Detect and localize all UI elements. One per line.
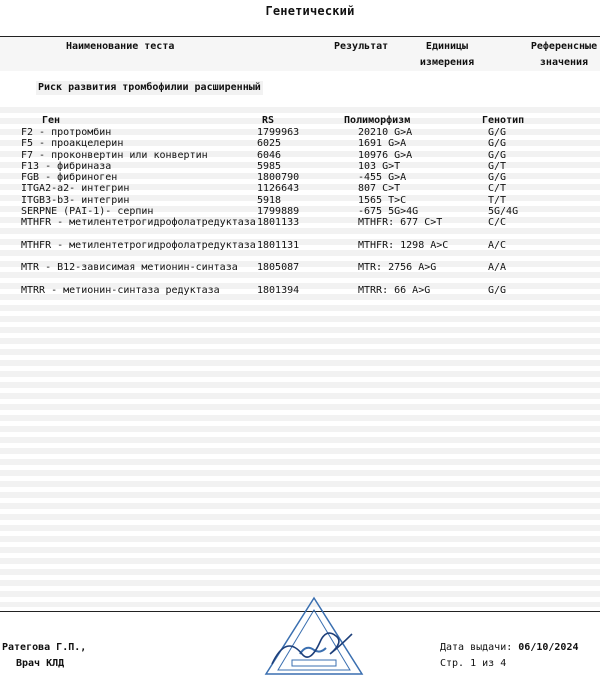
rs-cell: 1801131 bbox=[257, 239, 300, 251]
table-row bbox=[0, 240, 600, 263]
column-gene: Ген bbox=[42, 115, 61, 126]
rs-cell: 1126643 bbox=[257, 183, 300, 195]
table-row bbox=[0, 183, 600, 194]
polymorphism-cell: 807 C>T bbox=[358, 183, 401, 195]
issue-date-line bbox=[440, 640, 579, 656]
gene-cell: ITGB3-b3- интегрин bbox=[21, 194, 130, 206]
signer-block bbox=[2, 640, 86, 672]
gene-cell: F2 - протромбин bbox=[21, 127, 112, 138]
polymorphism-cell: MTRR: 66 A>G bbox=[358, 284, 431, 296]
rs-cell: 1801133 bbox=[257, 217, 300, 228]
issue-date-value: 06/10/2024 bbox=[518, 642, 579, 653]
polymorphism-cell: MTHFR: 677 C>T bbox=[358, 217, 443, 228]
rs-cell: 6025 bbox=[257, 138, 282, 150]
genotype-cell: G/G bbox=[488, 138, 507, 150]
gene-cell: F13 - фибриназа bbox=[21, 160, 112, 172]
rs-cell: 1799963 bbox=[257, 127, 300, 138]
header-reference bbox=[522, 39, 600, 71]
rs-cell: 1805087 bbox=[257, 262, 300, 273]
genotype-cell: G/G bbox=[488, 172, 507, 183]
polymorphism-cell: MTHFR: 1298 A>C bbox=[358, 239, 449, 251]
genotype-cell: G/G bbox=[488, 127, 507, 138]
polymorphism-cell: -675 5G>4G bbox=[358, 205, 419, 217]
table-row bbox=[0, 127, 600, 138]
rs-cell: 1801394 bbox=[257, 284, 300, 296]
header-test-name: Наименование теста bbox=[66, 41, 175, 52]
table-row bbox=[0, 262, 600, 285]
lab-stamp-with-signature bbox=[262, 596, 366, 676]
header-units bbox=[412, 39, 482, 71]
polymorphism-cell: 20210 G>A bbox=[358, 127, 413, 138]
signer-role: Врач КЛД bbox=[16, 658, 65, 669]
header-units-line2: измерения bbox=[419, 57, 475, 68]
issue-date-label: Дата выдачи: bbox=[440, 642, 513, 653]
table-row bbox=[0, 172, 600, 183]
results-rows bbox=[0, 127, 600, 296]
document-title: Генетический bbox=[265, 4, 355, 18]
genotype-cell: A/A bbox=[488, 262, 507, 273]
genotype-cell: G/G bbox=[488, 149, 507, 161]
gene-cell: MTHFR - метилентетрогидрофолатредуктаза bbox=[21, 217, 256, 228]
genotype-cell: A/C bbox=[488, 239, 507, 251]
rs-cell: 6046 bbox=[257, 149, 282, 161]
table-row bbox=[0, 206, 600, 217]
page-number: Стр. 1 из 4 bbox=[440, 658, 507, 669]
section-title: Риск развития тромбофилии расширенный bbox=[38, 82, 261, 93]
polymorphism-cell: 1691 G>A bbox=[358, 138, 407, 150]
polymorphism-cell: MTR: 2756 A>G bbox=[358, 262, 437, 273]
gene-cell: F7 - проконвертин или конвертин bbox=[21, 149, 208, 161]
polymorphism-cell: 10976 G>A bbox=[358, 149, 413, 161]
rs-cell: 1800790 bbox=[257, 172, 300, 183]
header-reference-line2: значения bbox=[539, 57, 589, 68]
column-polymorphism: Полиморфизм bbox=[344, 115, 411, 126]
rs-cell: 5985 bbox=[257, 160, 282, 172]
stamp-banner bbox=[292, 660, 336, 666]
gene-cell: MTRR - метионин-синтаза редуктаза bbox=[21, 284, 220, 296]
column-genotype: Генотип bbox=[482, 115, 525, 126]
gene-cell: SERPNE (PAI-1)- серпин bbox=[21, 205, 154, 217]
rs-cell: 1799889 bbox=[257, 205, 300, 217]
genotype-cell: T/T bbox=[488, 194, 507, 206]
signer-name: Ратегова Г.П., bbox=[2, 642, 87, 653]
table-row bbox=[0, 161, 600, 172]
polymorphism-cell: -455 G>A bbox=[358, 172, 407, 183]
table-row bbox=[0, 217, 600, 240]
genotype-cell: C/T bbox=[488, 183, 507, 195]
genotype-cell: G/T bbox=[488, 160, 507, 172]
genotype-cell: G/G bbox=[488, 284, 507, 296]
genotype-cell: C/C bbox=[488, 217, 507, 228]
genotype-cell: 5G/4G bbox=[488, 205, 519, 217]
results-table bbox=[0, 36, 600, 612]
gene-cell: FGB - фибриноген bbox=[21, 172, 118, 183]
rs-cell: 5918 bbox=[257, 194, 282, 206]
gene-cell: MTHFR - метилентетрогидрофолатредуктаза bbox=[21, 239, 256, 251]
gene-cell: ITGA2-a2- интегрин bbox=[21, 183, 130, 195]
gene-cell: MTR - B12-зависимая метионин-синтаза bbox=[21, 262, 238, 273]
table-row bbox=[0, 150, 600, 161]
table-row bbox=[0, 138, 600, 149]
polymorphism-cell: 103 G>T bbox=[358, 160, 401, 172]
table-row bbox=[0, 195, 600, 206]
header-units-line1: Единицы bbox=[425, 41, 469, 52]
header-result: Результат bbox=[334, 41, 389, 52]
column-rs: RS bbox=[262, 115, 275, 126]
issue-block bbox=[440, 640, 579, 672]
header-reference-line1: Референсные bbox=[530, 41, 598, 52]
table-row bbox=[0, 285, 600, 296]
polymorphism-cell: 1565 T>C bbox=[358, 194, 407, 206]
gene-cell: F5 - проакцелерин bbox=[21, 138, 124, 150]
